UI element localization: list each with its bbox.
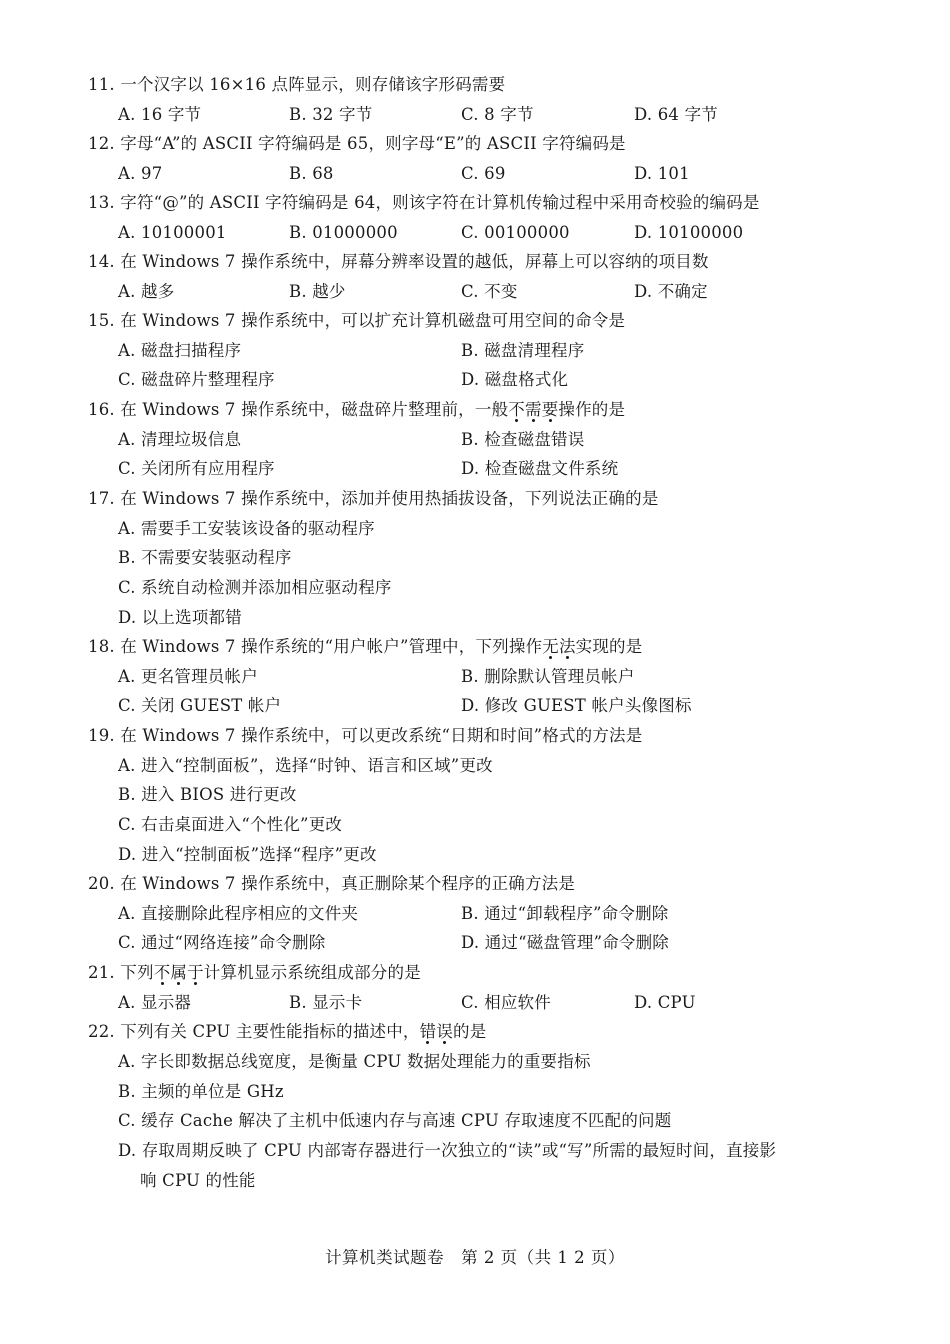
option-c: C. 磁盘碎片整理程序 (118, 370, 275, 389)
option-d: D. 存取周期反映了 CPU 内部寄存器进行一次独立的“读”或“写”所需的最短时间，直接影 (118, 1141, 777, 1160)
options-row (0, 336, 950, 365)
option-d: D. 以上选项都错 (118, 608, 242, 627)
emphasis-char: 无 (542, 637, 559, 656)
question-stem: 21. 下列 (88, 963, 154, 982)
question-stem: 19. 在 Windows 7 操作系统中，可以更改系统“日期和时间”格式的方法是 (88, 726, 643, 745)
question-13 (88, 188, 760, 217)
option-b: B. 磁盘清理程序 (461, 341, 585, 360)
question-stem: 12. 字母“A”的 ASCII 字符编码是 65，则字母“E”的 ASCII 字符编码是 (88, 134, 626, 153)
emphasis-char: 不 (508, 400, 525, 419)
option-c: C. 相应软件 (461, 993, 551, 1012)
option-c: C. 右击桌面进入“个性化”更改 (118, 815, 343, 834)
options-row (0, 100, 950, 129)
option-d-continued: 响 CPU 的性能 (140, 1171, 256, 1190)
option-b: B. 显示卡 (289, 993, 363, 1012)
option-b: B. 越少 (289, 282, 346, 301)
option-b: B. 68 (289, 164, 334, 183)
options-row (0, 691, 950, 720)
option-c: C. 不变 (461, 282, 518, 301)
option-a: A. 越多 (118, 282, 175, 301)
question-stem: 13. 字符“@”的 ASCII 字符编码是 64，则该字符在计算机传输过程中采用奇校验的编码是 (88, 193, 760, 212)
option-b: B. 主频的单位是 GHz (118, 1082, 284, 1101)
question-15 (88, 306, 625, 335)
option-a: A. 需要手工安装该设备的驱动程序 (118, 519, 375, 538)
options-row (0, 159, 950, 188)
option-b: B. 通过“卸载程序”命令删除 (461, 904, 669, 923)
option-b: B. 32 字节 (289, 105, 373, 124)
question-stem: 17. 在 Windows 7 操作系统中，添加并使用热插拔设备，下列说法正确的是 (88, 489, 659, 508)
question-stem: 20. 在 Windows 7 操作系统中，真正删除某个程序的正确方法是 (88, 874, 576, 893)
option-a: A. 10100001 (118, 223, 227, 242)
question-20 (88, 869, 575, 898)
options-row (0, 425, 950, 454)
option-c: C. 缓存 Cache 解决了主机中低速内存与高速 CPU 存取速度不匹配的问题 (118, 1111, 672, 1130)
option-b: B. 不需要安装驱动程序 (118, 548, 292, 567)
option-d: D. 修改 GUEST 帐户头像图标 (461, 696, 692, 715)
emphasis-char: 属 (170, 963, 188, 982)
question-19 (88, 721, 642, 750)
option-a: A. 更名管理员帐户 (118, 667, 258, 686)
question-14 (88, 247, 709, 276)
option-d: D. CPU (634, 993, 696, 1012)
option-a: A. 97 (118, 164, 163, 183)
options-row (0, 277, 950, 306)
option-c: C. 系统自动检测并添加相应驱动程序 (118, 578, 392, 597)
option-c: C. 通过“网络连接”命令删除 (118, 933, 326, 952)
emphasis-char: 不 (153, 963, 171, 982)
option-d: D. 10100000 (634, 223, 744, 242)
question-stem: 15. 在 Windows 7 操作系统中，可以扩充计算机磁盘可用空间的命令是 (88, 311, 626, 330)
question-stem-end: 操作的是 (558, 400, 626, 419)
options-row (0, 365, 950, 394)
option-a: A. 字长即数据总线宽度，是衡量 CPU 数据处理能力的重要指标 (118, 1052, 591, 1071)
question-stem: 11. 一个汉字以 16×16 点阵显示，则存储该字形码需要 (88, 75, 506, 94)
option-a: A. 16 字节 (118, 105, 202, 124)
question-stem: 18. 在 Windows 7 操作系统的“用户帐户”管理中，下列操作 (88, 637, 543, 656)
question-stem-end: 计算机显示系统组成部分的是 (203, 963, 421, 982)
option-d: D. 101 (634, 164, 690, 183)
option-b: B. 检查磁盘错误 (461, 430, 585, 449)
option-a: A. 磁盘扫描程序 (118, 341, 242, 360)
option-d: D. 通过“磁盘管理”命令删除 (461, 933, 670, 952)
options-row (0, 899, 950, 928)
question-11 (88, 70, 505, 99)
question-18 (88, 632, 642, 661)
option-b: B. 进入 BIOS 进行更改 (118, 785, 297, 804)
question-22 (88, 1017, 486, 1046)
question-stem: 14. 在 Windows 7 操作系统中，屏幕分辨率设置的越低，屏幕上可以容纳的项目数 (88, 252, 709, 271)
question-12 (88, 129, 626, 158)
option-c: C. 关闭所有应用程序 (118, 459, 275, 478)
emphasis-char: 需 (524, 400, 542, 419)
options-row (0, 454, 950, 483)
option-d: D. 64 字节 (634, 105, 718, 124)
option-c: C. 00100000 (461, 223, 570, 242)
question-stem: 16. 在 Windows 7 操作系统中，磁盘碎片整理前，一般 (88, 400, 509, 419)
question-17 (88, 484, 659, 513)
question-16 (88, 395, 625, 424)
emphasis-char: 误 (436, 1022, 454, 1041)
option-a: A. 显示器 (118, 993, 192, 1012)
question-stem-end: 实现的是 (575, 637, 643, 656)
emphasis-char: 要 (541, 400, 559, 419)
question-stem: 22. 下列有关 CPU 主要性能指标的描述中， (88, 1022, 420, 1041)
emphasis-char: 于 (187, 963, 204, 982)
options-row (0, 662, 950, 691)
question-21 (88, 958, 421, 987)
options-row (0, 928, 950, 957)
option-b: B. 01000000 (289, 223, 398, 242)
option-c: C. 关闭 GUEST 帐户 (118, 696, 282, 715)
option-c: C. 8 字节 (461, 105, 534, 124)
question-stem-end: 的是 (453, 1022, 487, 1041)
page-footer: 计算机类试题卷 第 2 页（共 1 2 页） (325, 1248, 625, 1267)
option-a: A. 清理垃圾信息 (118, 430, 242, 449)
option-a: A. 直接删除此程序相应的文件夹 (118, 904, 359, 923)
option-d: D. 进入“控制面板”选择“程序”更改 (118, 845, 377, 864)
option-b: B. 删除默认管理员帐户 (461, 667, 635, 686)
emphasis-char: 法 (558, 637, 576, 656)
option-d: D. 检查磁盘文件系统 (461, 459, 619, 478)
option-d: D. 磁盘格式化 (461, 370, 569, 389)
options-row (0, 988, 950, 1017)
option-c: C. 69 (461, 164, 506, 183)
option-d: D. 不确定 (634, 282, 708, 301)
options-row (0, 218, 950, 247)
option-a: A. 进入“控制面板”，选择“时钟、语言和区域”更改 (118, 756, 493, 775)
emphasis-char: 错 (419, 1022, 437, 1041)
